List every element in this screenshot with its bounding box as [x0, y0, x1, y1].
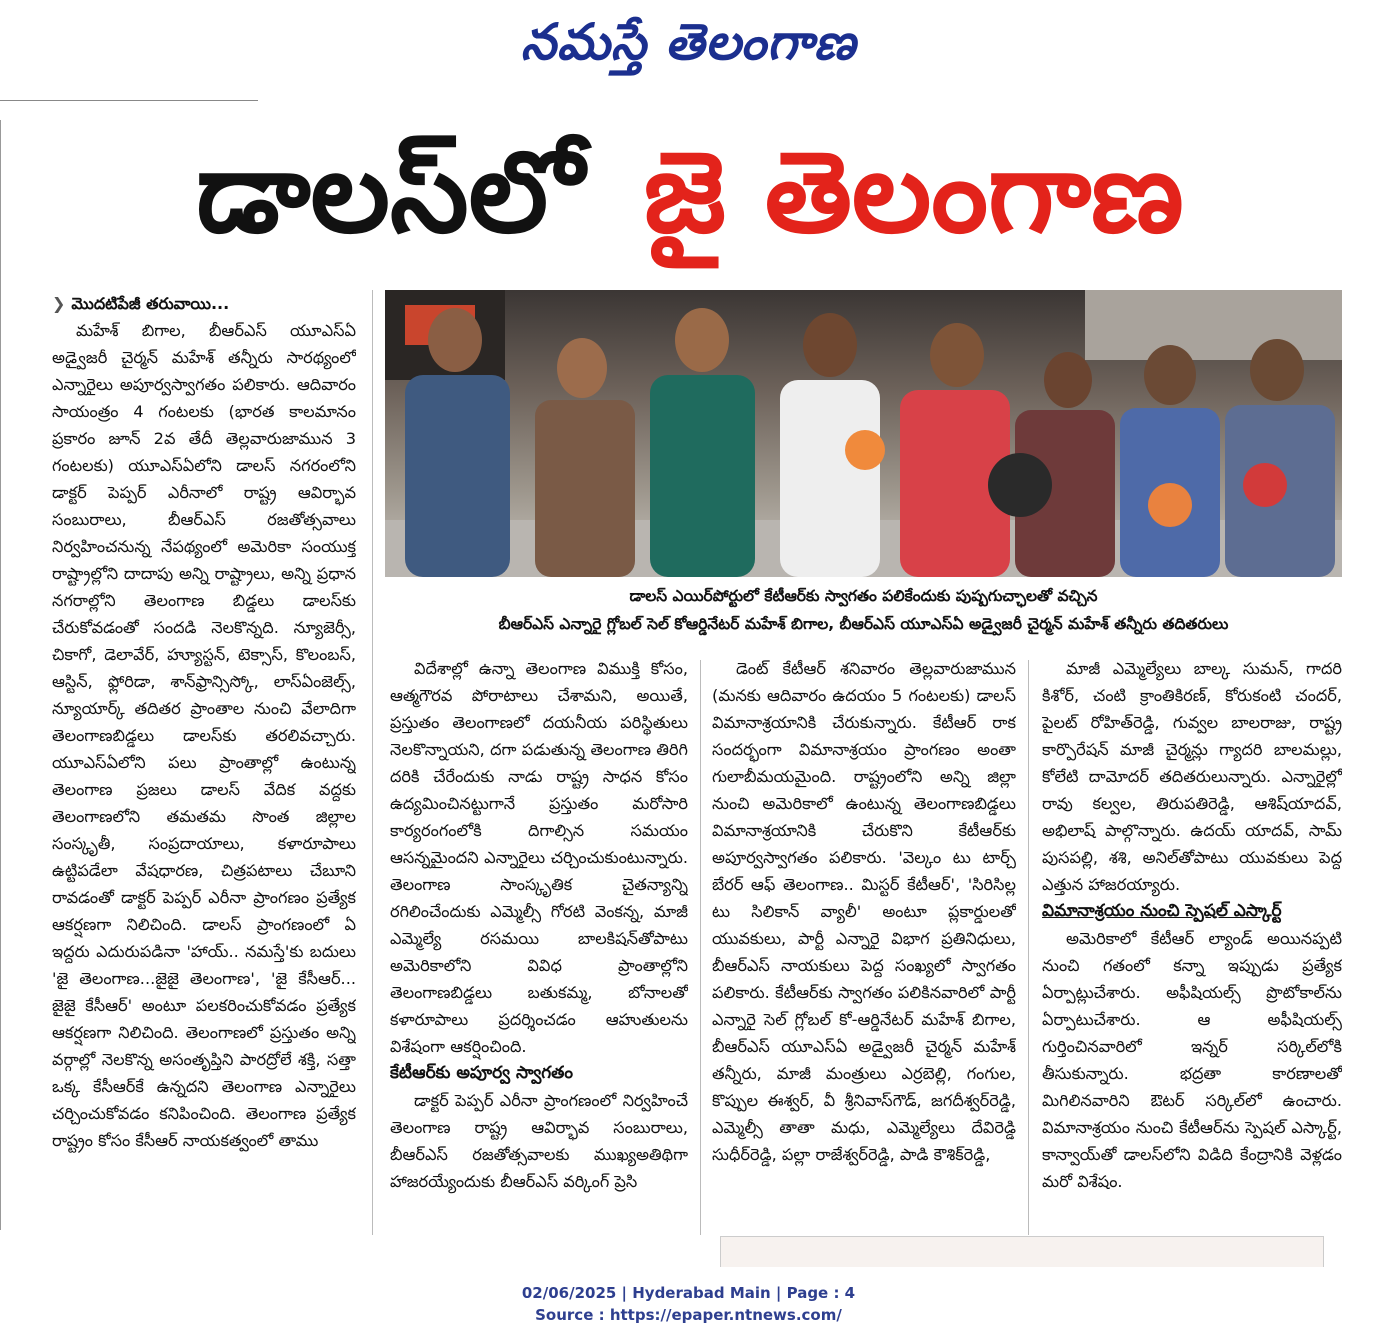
footer-source-line: Source : https://epaper.ntnews.com/: [535, 1306, 842, 1324]
paragraph: డెంట్ కేటీఆర్ శనివారం తెల్లవారుజామున (మనకు ఆదివారం ఉదయం 5 గంటలకు) డాలస్ విమానాశ్రయానికి చేరుకున్నారు. కేటీఆర్ రాక సందర్భంగా విమానాశ్రయం ప్రాంగణం అంతా గులాబీమయమైంది. రాష్ట్రంలోని అన్ని జిల్లా నుంచి అమెరికాలో ఉంటున్న తెలంగాణబిడ్డలు విమానాశ్రయానికి చేరుకొని కేటీఆర్‌కు అపూర్వస్వాగతం పలికారు. 'వెల్కం టు టార్చ్ బేరర్ ఆఫ్ తెలంగాణ.. మిస్టర్ కేటీఆర్', 'సిరిసిల్ల టు సిలికాన్ వ్యాలీ' అంటూ ప్లకార్డులతో యువకులు, పార్టీ ఎన్నారై విభాగ ప్రతినిధులు, బీఆర్ఎస్ నాయకులు పెద్ద సంఖ్యలో స్వాగతం పలికారు. కేటీఆర్‌కు స్వాగతం పలికినవారిలో పార్టీ ఎన్నారై సెల్ గ్లోబల్ కో-ఆర్డినేటర్ మహేశ్ బిగాల, బీఆర్ఎస్ యూఎస్ఏ అడ్వైజరీ చైర్మన్ మహేశ్ తన్నీరు, మాజీ మంత్రులు ఎర్రబెల్లి, గంగుల, కొప్పుల ఈశ్వర్, వీ శ్రీనివాస్‌గౌడ్, జగదీశ్వర్‌రెడ్డి, ఎమ్మెల్సీ తాతా మధు, ఎమ్మెల్యేలు దేవిరెడ్డి సుధీర్‌రెడ్డి, పల్లా రాజేశ్వర్‌రెడ్డి, పాడి కౌశిక్‌రెడ్డి,: [712, 659, 1016, 1164]
kicker-text: మొదటిపేజీ తరువాయి...: [71, 294, 230, 313]
continuation-kicker: [52, 290, 356, 317]
footer-date-line: 02/06/2025 | Hyderabad Main | Page : 4: [521, 1284, 856, 1302]
page-edge: [0, 120, 1, 1230]
masthead-rule: [0, 100, 258, 101]
article-column-2: [390, 655, 688, 1235]
next-article-frame: [720, 1236, 1324, 1267]
column-divider: [700, 660, 701, 1235]
headline-part1: డాలస్‌లో: [196, 128, 584, 258]
article-column-4: [1042, 655, 1342, 1215]
subheading: కేటీఆర్‌కు అపూర్వ స్వాగతం: [390, 1063, 574, 1083]
photo-caption: [385, 582, 1342, 638]
paragraph: అమెరికాలో కేటీఆర్ ల్యాండ్ అయినప్పటి నుంచి గతంలో కన్నా ఇప్పుడు ప్రత్యేక ఏర్పాట్లుచేశారు. అఫీషియల్స్ ప్రొటోకాల్‌ను ఏర్పాటుచేశారు. ఆ అఫీషియల్స్ గుర్తించినవారిలో ఇన్నర్ సర్కిల్‌లోకి తీసుకున్నారు. భద్రతా కారణాలతో మిగిలినవారిని ఔటర్ సర్కిల్‌లో ఉంచారు. విమానాశ్రయం నుంచి కేటీఆర్‌ను స్పెషల్ ఎస్కార్ట్, కాన్వాయ్‌తో డాలస్‌లోని విడిది కేంద్రానికి వెళ్లడం మరో విశేషం.: [1042, 929, 1342, 1191]
chevron-right-icon: ❯: [52, 294, 66, 313]
column-divider: [372, 290, 373, 1235]
paragraph: డాక్టర్ పెప్పర్ ఎరీనా ప్రాంగణంలో నిర్వహించే తెలంగాణ రాష్ట్ర ఆవిర్భావ సంబురాలు, బీఆర్ఎస్ రజతోత్సవాలకు ముఖ్యఅతిథిగా హాజరయ్యేందుకు బీఆర్ఎస్ వర్కింగ్ ప్రెసి: [390, 1091, 688, 1191]
headline-part2: జై తెలంగాణ: [643, 128, 1184, 258]
photo-icon: [385, 290, 1342, 577]
paragraph: మహేశ్ బిగాల, బీఆర్ఎస్ యూఎస్ఏ అడ్వైజరీ చైర్మన్ మహేశ్ తన్నీరు సారథ్యంలో ఎన్నారైలు అపూర్వస్వాగతం పలికారు. ఆదివారం సాయంత్రం 4 గంటలకు (భారత కాలమానం ప్రకారం జూన్ 2వ తేదీ తెల్లవారుజామున 3 గంటలకు) యూఎస్ఏలోని డాలస్ నగరంలోని డాక్టర్ పెప్పర్ ఎరీనాలో రాష్ట్ర ఆవిర్భావ సంబురాలు, బీఆర్ఎస్ రజతోత్సవాలు నిర్వహించనున్న నేపథ్యంలో అమెరికా సంయుక్త రాష్ట్రాల్లోని దాదాపు అన్ని రాష్ట్రాలు, అన్ని ప్రధాన నగరాల్లోని తెలంగాణ బిడ్డలు డాలస్‌కు చేరుకోవడంతో సందడి నెలకొన్నది. న్యూజెర్సీ, చికాగో, డెలావేర్, హ్యూస్టన్, టెక్సాస్, కొలంబస్, ఆస్టిన్, ఫ్లోరిడా, శాన్‌ఫ్రాన్సిస్కో, లాస్‌ఏంజెల్స్, న్యూయార్క్ తదితర ప్రాంతాల నుంచి వేలాదిగా తెలంగాణబిడ్డలు డాలస్‌కు తరలివచ్చారు. యూఎస్ఏలోని పలు ప్రాంతాల్లో ఉంటున్న తెలంగాణ ప్రజలు డాలస్ వేదిక వద్దకు తెలంగాణలోని తమతమ సొంత జిల్లాల సంస్కృతీ, సంప్రదాయాలు, కళారూపాలు ఉట్టిపడేలా వేషధారణ, చిత్రపటాలు చేబూని రావడంతో డాక్టర్ పెప్పర్ ఎరీనా ప్రాంగణం ప్రత్యేక ఆకర్షణగా నిలిచింది. డాలస్ ప్రాంగణంలో ఏ ఇద్దరు ఎదురుపడినా 'హాయ్.. నమస్తే'కు బదులు 'జై తెలంగాణ...జైజై తెలంగాణ', 'జై కేసీఆర్... జైజై కేసీఆర్' అంటూ పలకరించుకోవడం ప్రత్యేక ఆకర్షణగా నిలిచింది. తెలంగాణలో ప్రస్తుతం అన్ని వర్గాల్లో నెలకొన్న అసంతృప్తిని పారద్రోలే శక్తి, సత్తా ఒక్క కేసీఆర్‌కే ఉన్నదని తెలంగాణ ఎన్నారైలు చర్చించుకోవడం కనిపించింది. తెలంగాణ ప్రత్యేక రాష్ట్రం కోసం కేసీఆర్ నాయకత్వంలో తాము: [52, 321, 356, 1150]
article-column-3: [712, 655, 1016, 1235]
caption-line-2: బీఆర్ఎస్ ఎన్నారై గ్లోబల్ సెల్ కోఆర్డినేటర్ మహేశ్ బిగాల, బీఆర్ఎస్ యూఎస్ఏ అడ్వైజరీ చైర్మన్ మహేశ్ తన్నీరు తదితరులు: [498, 615, 1229, 633]
paragraph: విదేశాల్లో ఉన్నా తెలంగాణ విముక్తి కోసం, ఆత్మగౌరవ పోరాటాలు చేశామని, అయితే, ప్రస్తుతం తెలంగాణలో దయనీయ పరిస్థితులు నెలకొన్నాయని, దగా పడుతున్న తెలంగాణ తిరిగి దరికి చేరేందుకు నాడు రాష్ట్ర సాధన కోసం ఉద్యమించినట్టుగానే ప్రస్తుతం మరోసారి కార్యరంగంలోకి దిగాల్సిన సమయం ఆసన్నమైందని ఎన్నారైలు చర్చించుకుంటున్నారు. తెలంగాణ సాంస్కృతిక చైతన్యాన్ని రగిలించేందుకు ఎమ్మెల్సీ గోరటి వెంకన్న, మాజీ ఎమ్మెల్యే రసమయి బాలకిషన్‌తోపాటు అమెరికాలోని వివిధ ప్రాంతాల్లోని తెలంగాణబిడ్డలు బతుకమ్మ, బోనాలతో కళారూపాలు ప్రదర్శించడం ఆహుతులను విశేషంగా ఆకర్షించింది.: [390, 659, 688, 1056]
column-divider: [1028, 660, 1029, 1235]
group-photo: [385, 290, 1342, 577]
article-column-1: [52, 290, 356, 1225]
paragraph: మాజీ ఎమ్మెల్యేలు బాల్క సుమన్, గాదరి కిశోర్, చంటి క్రాంతికిరణ్, కోరుకంటి చందర్, పైలట్ రోహిత్‌రెడ్డి, గువ్వల బాలరాజు, రాష్ట్ర కార్పొరేషన్ మాజీ చైర్మన్లు గ్యాదరి బాలమల్లు, కోలేటి దామోదర్ తదితరులున్నారు. ఎన్నారైల్లో రావు కల్వల, తిరుపతిరెడ్డి, ఆశిష్‌యాదవ్, అభిలాష్ పాల్గొన్నారు. ఉదయ్ యాదవ్, సామ్ పుసపల్లి, శశి, అనిల్‌తోపాటు యువకులు పెద్ద ఎత్తున హాజరయ్యారు.: [1042, 659, 1342, 894]
caption-line-1: డాలస్ ఎయిర్‌పోర్టులో కేటీఆర్‌కు స్వాగతం పలికేందుకు పుష్పగుచ్ఛాలతో వచ్చిన: [629, 587, 1098, 605]
masthead: నమస్తే తెలంగాణ: [520, 12, 857, 71]
page-footer: [0, 1282, 1377, 1326]
headline: [30, 118, 1350, 268]
subheading: విమానాశ్రయం నుంచి స్పెషల్ ఎస్కార్ట్: [1042, 901, 1282, 921]
